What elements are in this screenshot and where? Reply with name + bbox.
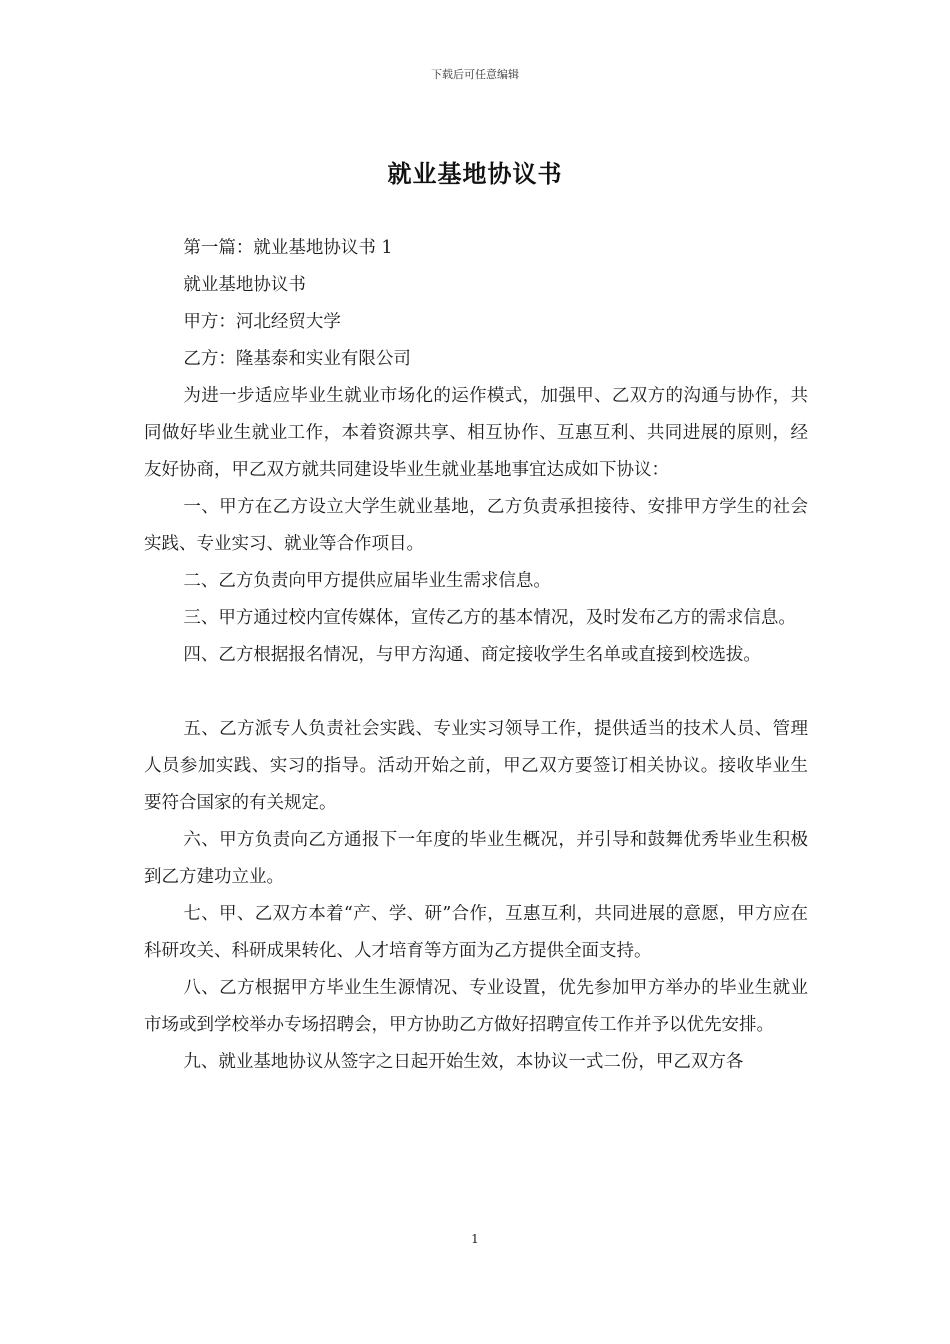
document-body [144,230,808,1081]
paragraph-clause-5: 五、乙方派专人负责社会实践、专业实习领导工作，提供适当的技术人员、管理人员参加实践、实习的指导。活动开始之前，甲乙双方要签订相关协议。接收毕业生要符合国家的有关规定。 [144,719,808,813]
paragraph-clause-1: 一、甲方在乙方设立大学生就业基地，乙方负责承担接待、安排甲方学生的社会实践、专业实习、就业等合作项目。 [144,497,808,554]
paragraph-clause-8: 八、乙方根据甲方毕业生生源情况、专业设置，优先参加甲方举办的毕业生就业市场或到学校举办专场招聘会，甲方协助乙方做好招聘宣传工作并予以优先安排。 [144,978,808,1035]
paragraph-party-a: 甲方：河北经贸大学 [183,312,341,332]
paragraph-clause-2: 二、乙方负责向甲方提供应届毕业生需求信息。 [183,571,551,591]
document-title: 就业基地协议书 [387,159,563,188]
paragraph-section-heading: 第一篇：就业基地协议书 1 [183,238,393,258]
page-number: 1 [471,1232,479,1246]
paragraph-party-b: 乙方：隆基泰和实业有限公司 [183,349,411,369]
paragraph-subtitle: 就业基地协议书 [183,275,306,295]
paragraph-clause-4: 四、乙方根据报名情况，与甲方沟通、商定接收学生名单或直接到校选拔。 [183,645,761,665]
header-note: 下载后可任意编辑 [431,68,519,81]
paragraph-clause-6: 六、甲方负责向乙方通报下一年度的毕业生概况，并引导和鼓舞优秀毕业生积极到乙方建功立业。 [144,830,808,887]
paragraph-spacer [144,674,808,711]
paragraph-clause-7: 七、甲、乙双方本着“产、学、研”合作，互惠互利，共同进展的意愿，甲方应在科研攻关、科研成果转化、人才培育等方面为乙方提供全面支持。 [144,904,808,961]
paragraph-clause-3: 三、甲方通过校内宣传媒体，宣传乙方的基本情况，及时发布乙方的需求信息。 [183,608,796,628]
paragraph-preamble: 为进一步适应毕业生就业市场化的运作模式，加强甲、乙双方的沟通与协作，共同做好毕业生就业工作，本着资源共享、相互协作、互惠互利、共同进展的原则，经友好协商，甲乙双方就共同建设毕业生就业基地事宜达成如下协议： [144,386,808,480]
paragraph-clause-9: 九、就业基地协议从签字之日起开始生效，本协议一式二份，甲乙双方各 [183,1052,744,1072]
